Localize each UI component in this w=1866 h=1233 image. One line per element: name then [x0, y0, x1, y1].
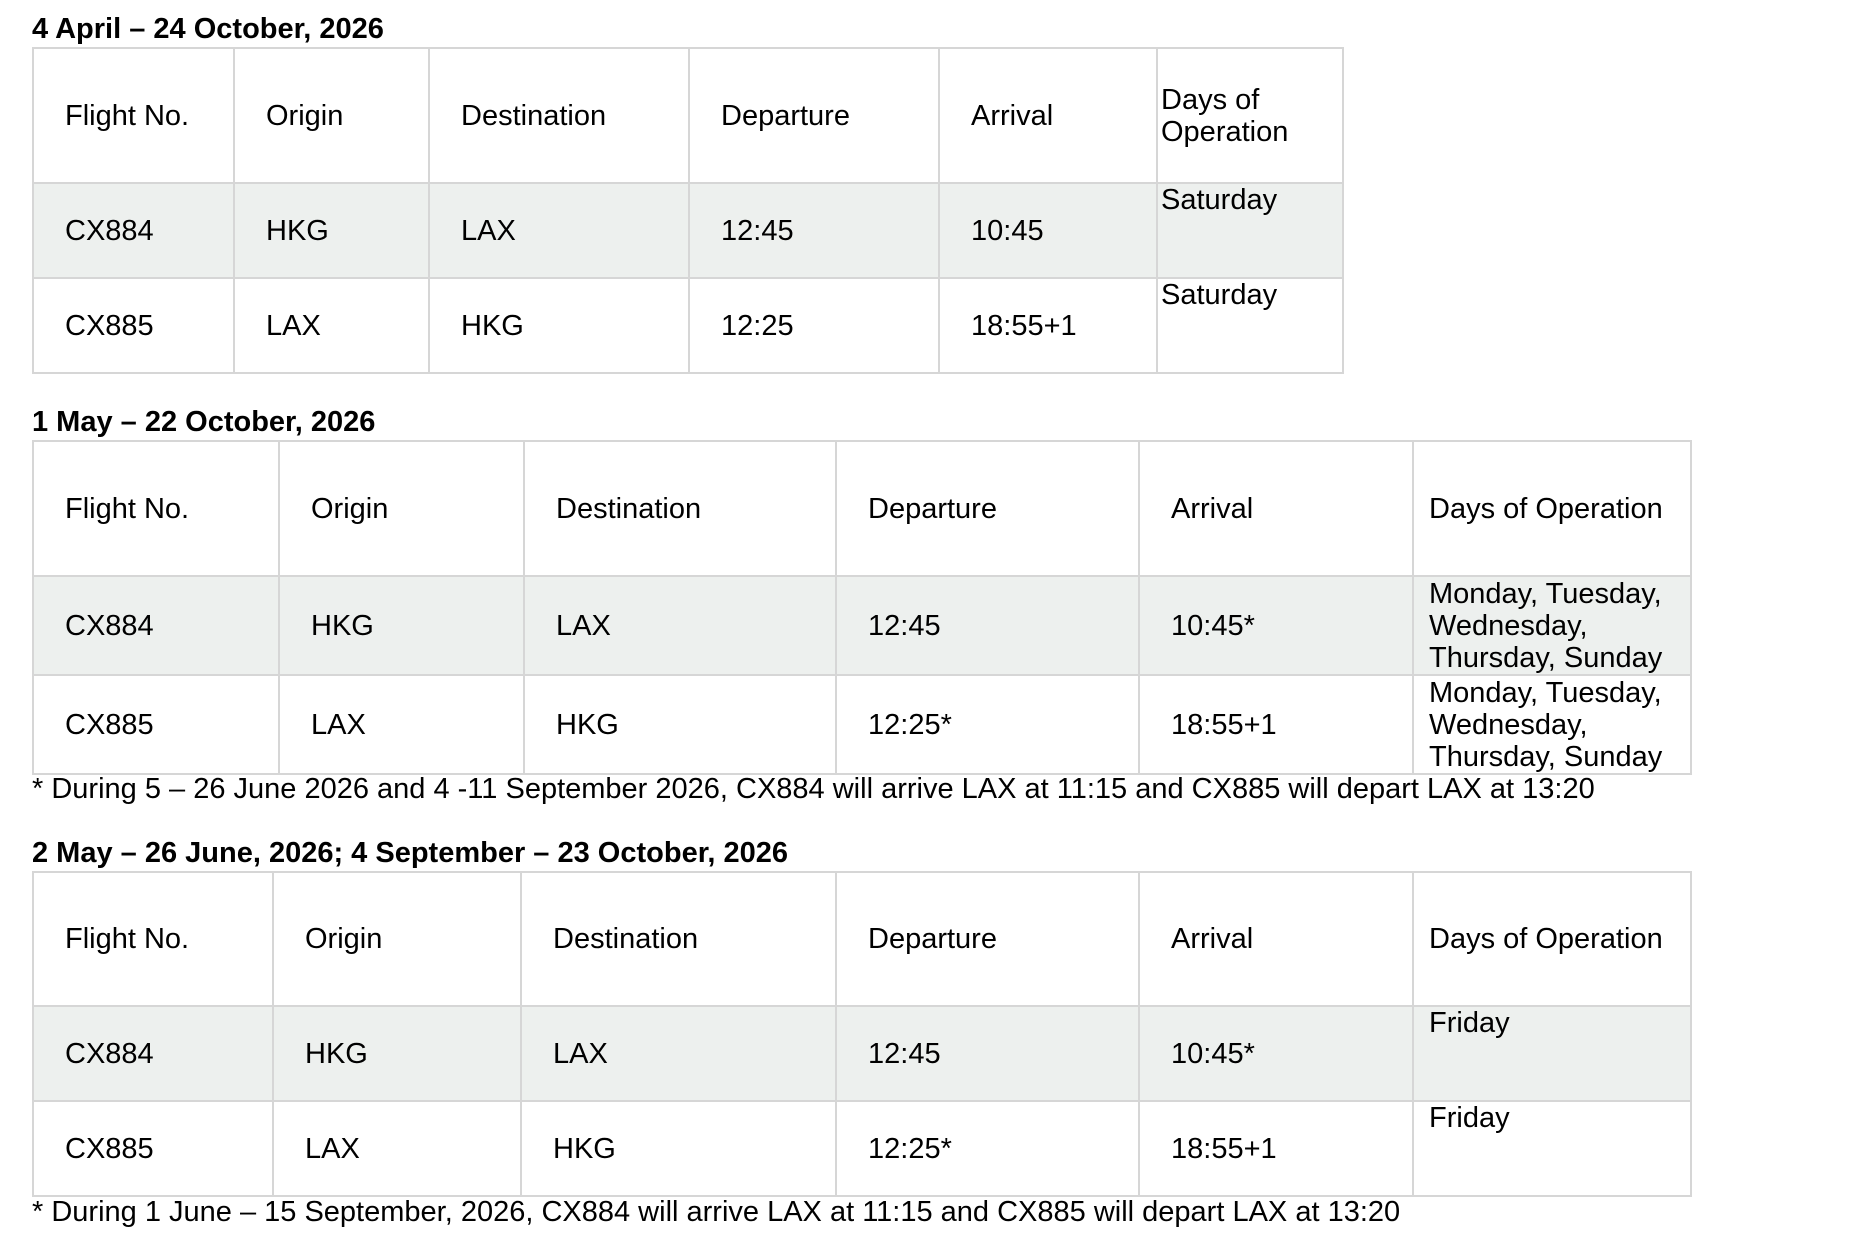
table-row	[33, 278, 1343, 373]
footnote-2: * During 5 – 26 June 2026 and 4 -11 September 2026, CX884 will arrive LAX at 11:15 and CX885 will depart LAX at 13:20	[32, 773, 1595, 805]
table-row	[33, 183, 1343, 278]
cell-departure: 12:45	[836, 1006, 1139, 1101]
cell-arrival: 18:55+1	[1139, 675, 1413, 774]
cell-days-of-operation: Friday	[1413, 1101, 1691, 1196]
header-destination: Destination	[524, 441, 836, 576]
cell-departure: 12:45	[836, 576, 1139, 675]
cell-flight-no: CX884	[33, 576, 279, 675]
cell-destination: LAX	[521, 1006, 836, 1101]
cell-origin: LAX	[279, 675, 524, 774]
header-arrival: Arrival	[1139, 872, 1413, 1006]
cell-flight-no: CX885	[33, 278, 234, 373]
cell-arrival: 18:55+1	[1139, 1101, 1413, 1196]
cell-arrival: 10:45	[939, 183, 1157, 278]
cell-days-of-operation: Saturday	[1157, 278, 1343, 373]
cell-days-of-operation: Friday	[1413, 1006, 1691, 1101]
cell-flight-no: CX885	[33, 675, 279, 774]
schedule-table-1	[32, 47, 1344, 374]
header-flight-no: Flight No.	[33, 872, 273, 1006]
cell-departure: 12:25*	[836, 1101, 1139, 1196]
header-origin: Origin	[279, 441, 524, 576]
cell-origin: LAX	[234, 278, 429, 373]
cell-arrival: 10:45*	[1139, 1006, 1413, 1101]
header-flight-no: Flight No.	[33, 48, 234, 183]
section-2-title: 1 May – 22 October, 2026	[32, 406, 376, 438]
cell-origin: HKG	[273, 1006, 521, 1101]
header-destination: Destination	[521, 872, 836, 1006]
cell-origin: LAX	[273, 1101, 521, 1196]
header-departure: Departure	[689, 48, 939, 183]
cell-origin: HKG	[234, 183, 429, 278]
cell-origin: HKG	[279, 576, 524, 675]
cell-days-of-operation: Saturday	[1157, 183, 1343, 278]
header-origin: Origin	[234, 48, 429, 183]
cell-flight-no: CX884	[33, 1006, 273, 1101]
cell-departure: 12:45	[689, 183, 939, 278]
table-row	[33, 1101, 1691, 1196]
footnote-3: * During 1 June – 15 September, 2026, CX884 will arrive LAX at 11:15 and CX885 will depart LAX at 13:20	[32, 1196, 1401, 1228]
cell-departure: 12:25*	[836, 675, 1139, 774]
table-row	[33, 675, 1691, 774]
section-1-title: 4 April – 24 October, 2026	[32, 13, 384, 45]
cell-destination: HKG	[521, 1101, 836, 1196]
schedule-table-2	[32, 440, 1692, 775]
section-3-title: 2 May – 26 June, 2026; 4 September – 23 October, 2026	[32, 837, 789, 869]
header-row	[33, 441, 1691, 576]
cell-departure: 12:25	[689, 278, 939, 373]
cell-destination: HKG	[524, 675, 836, 774]
header-row	[33, 872, 1691, 1006]
header-destination: Destination	[429, 48, 689, 183]
cell-flight-no: CX884	[33, 183, 234, 278]
cell-days-of-operation: Monday, Tuesday, Wednesday, Thursday, Sunday	[1413, 576, 1691, 675]
cell-flight-no: CX885	[33, 1101, 273, 1196]
cell-destination: LAX	[524, 576, 836, 675]
cell-arrival: 18:55+1	[939, 278, 1157, 373]
header-row	[33, 48, 1343, 183]
table-row	[33, 576, 1691, 675]
schedule-table-3	[32, 871, 1692, 1197]
header-arrival: Arrival	[939, 48, 1157, 183]
header-days-of-operation: Days of Operation	[1413, 441, 1691, 576]
header-flight-no: Flight No.	[33, 441, 279, 576]
cell-days-of-operation: Monday, Tuesday, Wednesday, Thursday, Sunday	[1413, 675, 1691, 774]
header-days-of-operation: Days of Operation	[1157, 48, 1343, 183]
header-days-of-operation: Days of Operation	[1413, 872, 1691, 1006]
header-arrival: Arrival	[1139, 441, 1413, 576]
header-departure: Departure	[836, 872, 1139, 1006]
cell-arrival: 10:45*	[1139, 576, 1413, 675]
header-departure: Departure	[836, 441, 1139, 576]
header-origin: Origin	[273, 872, 521, 1006]
table-row	[33, 1006, 1691, 1101]
cell-destination: LAX	[429, 183, 689, 278]
cell-destination: HKG	[429, 278, 689, 373]
